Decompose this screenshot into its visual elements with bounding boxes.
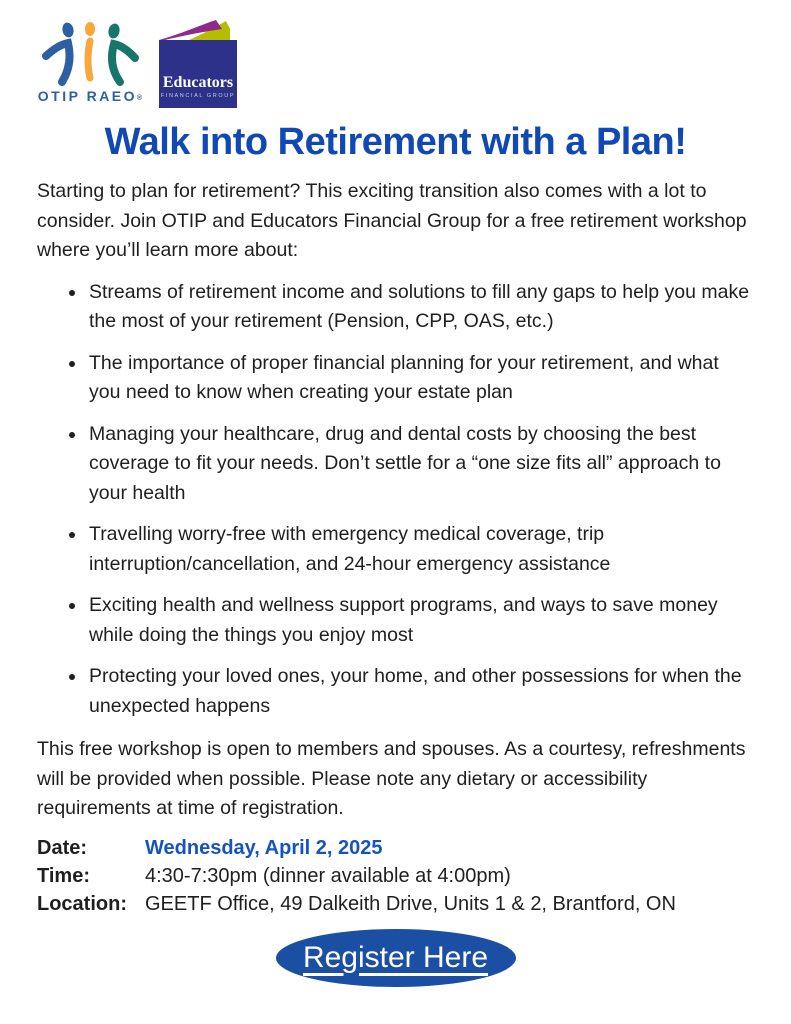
- otip-trademark-icon: ®: [137, 95, 143, 102]
- event-detail-value: 4:30-7:30pm (dinner available at 4:00pm): [145, 864, 511, 887]
- efg-name: Educators: [162, 74, 234, 91]
- register-button-area: [37, 929, 754, 987]
- workshop-topic-item: • Streams of retirement income and solutions to fill any gaps to help you make the most of your retirement (Pension, CPP, OAS, etc.): [87, 278, 754, 337]
- workshop-topic-item: • Travelling worry-free with emergency medical coverage, trip interruption/cancellation, and 24-hour emergency assistance: [87, 520, 754, 579]
- intro-paragraph: Starting to plan for retirement? This exciting transition also comes with a lot to consider. Join OTIP and Educators Financial Group for a free retirement workshop where you’ll learn more about:: [37, 180, 747, 261]
- workshop-topic-item: • Exciting health and wellness support programs, and ways to save money while doing the things you enjoy most: [87, 591, 754, 650]
- logo-header: [37, 20, 754, 110]
- register-here-button[interactable]: Register Here: [276, 929, 516, 987]
- efg-swoosh-icon: [159, 20, 237, 40]
- event-detail-value: Wednesday, April 2, 2025: [145, 836, 383, 859]
- otip-raeo-logo: [37, 20, 143, 104]
- event-detail-value: GEETF Office, 49 Dalkeith Drive, Units 1 & 2, Brantford, ON: [145, 892, 676, 915]
- event-detail-row: [37, 834, 754, 862]
- page-title: Walk into Retirement with a Plan!: [104, 121, 687, 163]
- workshop-topic-item: • The importance of proper financial planning for your retirement, and what you need to know when creating your estate plan: [87, 349, 754, 408]
- efg-subname: FINANCIAL GROUP: [160, 93, 236, 99]
- workshop-topic-item: • Managing your healthcare, drug and dental costs by choosing the best coverage to fit your needs. Don’t settle for a “one size fits all” approach to your health: [87, 420, 754, 509]
- event-detail-label: Date:: [37, 836, 88, 859]
- efg-logo-square: [159, 40, 237, 108]
- otip-wordmark: OTIP RAEO®: [37, 88, 143, 104]
- educators-financial-group-logo: [159, 20, 237, 108]
- workshop-topics-list: [37, 278, 754, 722]
- event-detail-label: Location:: [37, 892, 127, 915]
- closing-paragraph: This free workshop is open to members and spouses. As a courtesy, refreshments will be provided when possible. Please note any dietary or accessibility requirements at time of registration.: [37, 738, 746, 819]
- event-detail-row: [37, 890, 754, 918]
- event-detail-label: Time:: [37, 864, 90, 887]
- event-detail-row: [37, 862, 754, 890]
- workshop-topic-item: • Protecting your loved ones, your home, and other possessions for when the unexpected happens: [87, 662, 754, 721]
- event-details: [37, 834, 754, 918]
- otip-people-icon: [38, 20, 142, 86]
